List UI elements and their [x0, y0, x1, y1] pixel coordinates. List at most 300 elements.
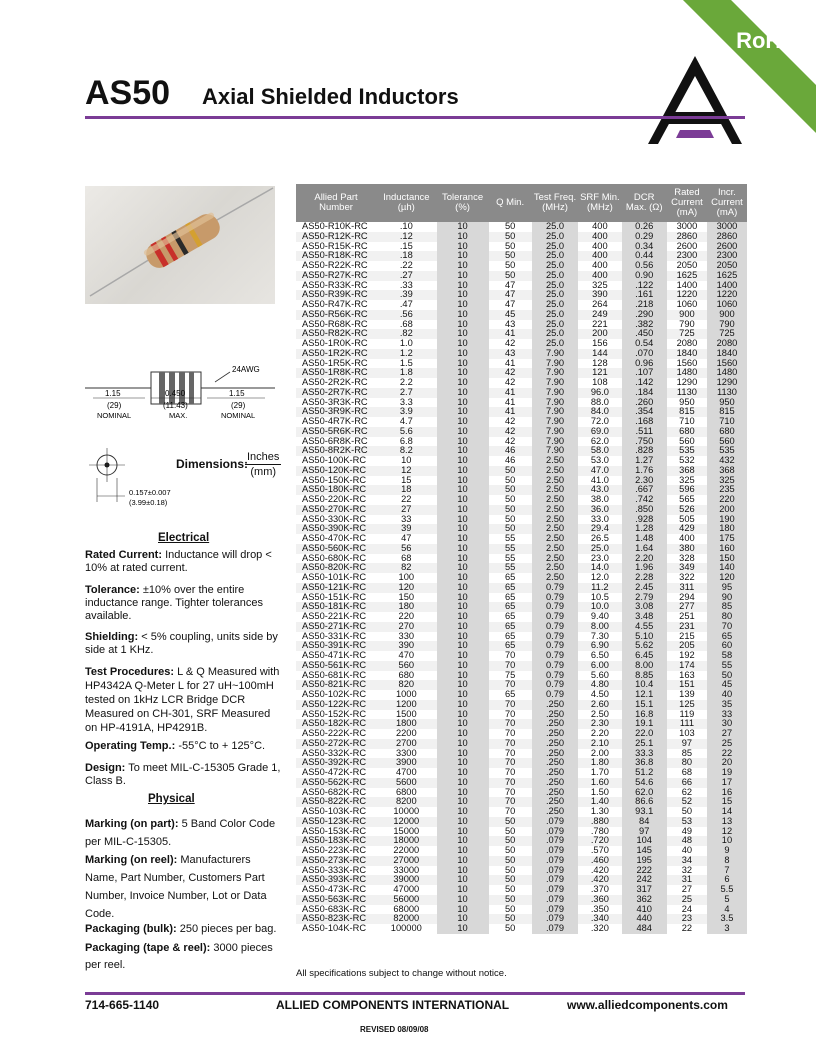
table-cell: 235: [707, 485, 747, 495]
table-cell: 70: [489, 749, 532, 759]
table-cell: 10: [437, 641, 489, 651]
table-cell: .161: [622, 290, 667, 300]
table-cell: 2200: [376, 729, 437, 739]
table-cell: 80: [707, 612, 747, 622]
table-cell: 0.29: [622, 232, 667, 242]
table-cell: 50: [489, 856, 532, 866]
table-cell: 2300: [667, 251, 707, 261]
diameter-value: 0.157±0.007: [129, 488, 171, 497]
table-cell: 42: [489, 417, 532, 427]
table-cell: 7.90: [532, 349, 579, 359]
part-number-cell: AS50-3R3K-RC: [296, 398, 376, 408]
table-cell: 1.40: [578, 797, 621, 807]
table-cell: 50: [489, 914, 532, 924]
table-cell: 15: [707, 797, 747, 807]
table-cell: 10: [437, 251, 489, 261]
table-cell: 16: [707, 788, 747, 798]
table-cell: 85: [707, 602, 747, 612]
table-cell: 526: [667, 505, 707, 515]
table-cell: 6.90: [578, 641, 621, 651]
table-cell: 2.50: [532, 495, 579, 505]
footer-company: ALLIED COMPONENTS INTERNATIONAL: [276, 998, 510, 1012]
part-number-cell: AS50-4R7K-RC: [296, 417, 376, 427]
table-cell: 39: [376, 524, 437, 534]
part-number-cell: AS50-820K-RC: [296, 563, 376, 573]
table-cell: 560: [376, 661, 437, 671]
part-number-cell: AS50-1R5K-RC: [296, 359, 376, 369]
body-length-note: MAX.: [169, 411, 188, 420]
table-cell: 330: [376, 632, 437, 642]
table-cell: 43: [489, 320, 532, 330]
part-number-cell: AS50-R47K-RC: [296, 300, 376, 310]
spec-test-procedures: Test Procedures: L & Q Measured with HP4342A Q-Meter L for 27 uH~100mH tested on 1kHz LCR Bridge DCR Measured on CH-301, SRF Measured on HP-4191A, HP4291B.: [85, 666, 280, 734]
column-header: Test Freq. (MHz): [532, 184, 579, 222]
table-cell: 251: [667, 612, 707, 622]
part-number-cell: AS50-R10K-RC: [296, 222, 376, 232]
table-cell: 2300: [707, 251, 747, 261]
part-number-cell: AS50-562K-RC: [296, 778, 376, 788]
table-cell: 2.7: [376, 388, 437, 398]
table-cell: 12.1: [622, 690, 667, 700]
table-cell: 12: [376, 466, 437, 476]
table-cell: 49: [667, 827, 707, 837]
table-cell: 62.0: [578, 437, 621, 447]
table-cell: .122: [622, 281, 667, 291]
table-cell: 1840: [667, 349, 707, 359]
table-cell: 50: [489, 242, 532, 252]
table-cell: 11.2: [578, 583, 621, 593]
table-cell: 325: [667, 476, 707, 486]
table-cell: 160: [707, 544, 747, 554]
table-cell: 5.5: [707, 885, 747, 895]
table-cell: 70: [489, 710, 532, 720]
table-cell: 50: [489, 895, 532, 905]
table-cell: .18: [376, 251, 437, 261]
table-cell: 2.50: [532, 515, 579, 525]
table-cell: 1400: [667, 281, 707, 291]
table-cell: 2600: [707, 242, 747, 252]
table-cell: 249: [578, 310, 621, 320]
table-cell: .079: [532, 827, 579, 837]
column-header: Tolerance (%): [437, 184, 489, 222]
part-number-cell: AS50-122K-RC: [296, 700, 376, 710]
table-cell: 10: [437, 485, 489, 495]
table-cell: 121: [578, 368, 621, 378]
table-cell: 0.79: [532, 661, 579, 671]
left-lead-note: NOMINAL: [97, 411, 132, 420]
table-cell: 10: [437, 797, 489, 807]
part-number-cell: AS50-272K-RC: [296, 739, 376, 749]
table-cell: 174: [667, 661, 707, 671]
table-cell: 1.8: [376, 368, 437, 378]
table-cell: 2860: [707, 232, 747, 242]
footer-divider: [85, 992, 745, 995]
table-cell: 42: [489, 427, 532, 437]
table-cell: 50: [489, 271, 532, 281]
table-cell: 65: [489, 632, 532, 642]
table-cell: 10: [437, 554, 489, 564]
spec-marking-part: Marking (on part): 5 Band Color Code per MIL-C-15305.: [85, 818, 276, 848]
part-number-cell: AS50-222K-RC: [296, 729, 376, 739]
table-cell: .250: [532, 788, 579, 798]
table-cell: 10: [437, 914, 489, 924]
column-header: Allied Part Number: [296, 184, 376, 222]
table-cell: 80: [667, 758, 707, 768]
part-number-cell: AS50-1R8K-RC: [296, 368, 376, 378]
table-cell: 22000: [376, 846, 437, 856]
table-cell: 50: [489, 466, 532, 476]
table-cell: 103: [667, 729, 707, 739]
table-cell: 41: [489, 407, 532, 417]
table-cell: 1800: [376, 719, 437, 729]
table-cell: 18: [376, 485, 437, 495]
table-cell: 180: [376, 602, 437, 612]
table-cell: 70: [489, 739, 532, 749]
table-cell: 200: [578, 329, 621, 339]
table-cell: 25.0: [578, 544, 621, 554]
table-cell: 10: [437, 671, 489, 681]
table-cell: 1500: [376, 710, 437, 720]
table-cell: 2.30: [622, 476, 667, 486]
table-cell: 33: [707, 710, 747, 720]
table-cell: 55: [707, 661, 747, 671]
table-cell: 50: [489, 885, 532, 895]
table-cell: 1.96: [622, 563, 667, 573]
table-cell: 1625: [667, 271, 707, 281]
table-cell: .250: [532, 700, 579, 710]
table-cell: 390: [578, 290, 621, 300]
table-cell: 65: [489, 573, 532, 583]
footer-website[interactable]: www.alliedcomponents.com: [567, 998, 728, 1012]
table-cell: 7.90: [532, 378, 579, 388]
table-cell: 0.79: [532, 632, 579, 642]
table-cell: 52: [667, 797, 707, 807]
table-cell: 16.8: [622, 710, 667, 720]
table-cell: 26.5: [578, 534, 621, 544]
table-cell: 42: [489, 368, 532, 378]
table-cell: 277: [667, 602, 707, 612]
table-cell: 50: [489, 261, 532, 271]
table-cell: 10: [437, 651, 489, 661]
table-cell: 560: [707, 437, 747, 447]
table-cell: 145: [622, 846, 667, 856]
table-cell: 65: [489, 593, 532, 603]
table-cell: 150: [707, 554, 747, 564]
table-cell: 47: [489, 290, 532, 300]
table-cell: 10: [437, 661, 489, 671]
table-cell: .142: [622, 378, 667, 388]
table-cell: 710: [667, 417, 707, 427]
part-number-cell: AS50-181K-RC: [296, 602, 376, 612]
table-cell: 10: [437, 729, 489, 739]
table-cell: .420: [578, 875, 621, 885]
part-number-cell: AS50-223K-RC: [296, 846, 376, 856]
table-cell: 6.45: [622, 651, 667, 661]
part-number-cell: AS50-121K-RC: [296, 583, 376, 593]
table-cell: 10: [437, 271, 489, 281]
part-number-cell: AS50-330K-RC: [296, 515, 376, 525]
table-cell: 33.0: [578, 515, 621, 525]
table-cell: 0.79: [532, 612, 579, 622]
part-number-cell: AS50-2R2K-RC: [296, 378, 376, 388]
table-cell: 40: [707, 690, 747, 700]
table-cell: .250: [532, 758, 579, 768]
table-cell: 2.50: [532, 476, 579, 486]
table-cell: 1480: [707, 368, 747, 378]
table-cell: .107: [622, 368, 667, 378]
table-cell: 596: [667, 485, 707, 495]
table-cell: 27: [707, 729, 747, 739]
table-cell: 25: [707, 739, 747, 749]
table-cell: 39000: [376, 875, 437, 885]
table-cell: 1.80: [578, 758, 621, 768]
table-cell: 70: [489, 651, 532, 661]
column-header: DCR Max. (Ω): [622, 184, 667, 222]
table-cell: 3900: [376, 758, 437, 768]
table-cell: 2.50: [532, 573, 579, 583]
table-cell: .079: [532, 914, 579, 924]
table-cell: 5: [707, 895, 747, 905]
part-number-cell: AS50-473K-RC: [296, 885, 376, 895]
table-cell: 242: [622, 875, 667, 885]
table-cell: 680: [707, 427, 747, 437]
spec-operating-temp: Operating Temp.: -55°C to + 125°C.: [85, 740, 266, 752]
table-cell: 95: [707, 583, 747, 593]
table-cell: 222: [622, 866, 667, 876]
table-cell: 362: [622, 895, 667, 905]
table-cell: 27: [376, 505, 437, 515]
company-logo: [640, 52, 750, 144]
table-cell: 10.4: [622, 680, 667, 690]
table-cell: 10: [437, 710, 489, 720]
table-cell: 10: [437, 476, 489, 486]
table-cell: 33000: [376, 866, 437, 876]
table-cell: 50: [707, 671, 747, 681]
table-header-row: [296, 184, 747, 222]
table-cell: 86.6: [622, 797, 667, 807]
table-cell: 3000: [667, 222, 707, 232]
table-cell: 35: [707, 700, 747, 710]
table-cell: 50: [489, 495, 532, 505]
table-cell: 13: [707, 817, 747, 827]
table-cell: 65: [489, 602, 532, 612]
table-cell: 2.50: [532, 485, 579, 495]
table-cell: .290: [622, 310, 667, 320]
table-cell: 50: [489, 222, 532, 232]
table-cell: 50: [489, 524, 532, 534]
table-cell: 2.28: [622, 573, 667, 583]
table-cell: 10: [437, 232, 489, 242]
table-cell: 50: [489, 875, 532, 885]
table-cell: 1.60: [578, 778, 621, 788]
table-cell: .742: [622, 495, 667, 505]
header-divider: [85, 116, 745, 119]
table-cell: 90: [707, 593, 747, 603]
table-cell: 2.50: [532, 456, 579, 466]
table-cell: .350: [578, 905, 621, 915]
table-cell: 60: [707, 641, 747, 651]
spec-shielding: Shielding: < 5% coupling, units side by side at 1 KHz.: [85, 631, 278, 656]
table-cell: 68: [376, 554, 437, 564]
table-cell: 1000: [376, 690, 437, 700]
table-cell: 680: [376, 671, 437, 681]
table-cell: .68: [376, 320, 437, 330]
table-cell: 1840: [707, 349, 747, 359]
table-cell: .27: [376, 271, 437, 281]
table-cell: 33.3: [622, 749, 667, 759]
table-cell: .079: [532, 885, 579, 895]
part-number-cell: AS50-R15K-RC: [296, 242, 376, 252]
part-number-cell: AS50-271K-RC: [296, 622, 376, 632]
table-cell: 68: [667, 768, 707, 778]
table-cell: 200: [707, 505, 747, 515]
table-cell: 25.0: [532, 329, 579, 339]
table-cell: 47.0: [578, 466, 621, 476]
table-cell: 119: [667, 710, 707, 720]
table-cell: 0.79: [532, 651, 579, 661]
table-cell: 58: [707, 651, 747, 661]
table-cell: .250: [532, 739, 579, 749]
table-cell: 2600: [667, 242, 707, 252]
table-cell: 680: [667, 427, 707, 437]
table-cell: 1560: [707, 359, 747, 369]
table-cell: .250: [532, 807, 579, 817]
table-cell: 50: [667, 807, 707, 817]
table-cell: 22.0: [622, 729, 667, 739]
part-number-cell: AS50-2R7K-RC: [296, 388, 376, 398]
table-cell: 8.2: [376, 446, 437, 456]
table-cell: 1480: [667, 368, 707, 378]
right-lead-note: NOMINAL: [221, 411, 256, 420]
table-cell: 10: [437, 680, 489, 690]
table-cell: .56: [376, 310, 437, 320]
table-cell: 82000: [376, 914, 437, 924]
table-cell: 10: [437, 281, 489, 291]
table-cell: 815: [667, 407, 707, 417]
table-cell: 6.50: [578, 651, 621, 661]
table-cell: .250: [532, 749, 579, 759]
table-cell: 10: [437, 749, 489, 759]
part-number-cell: AS50-R39K-RC: [296, 290, 376, 300]
table-cell: 0.54: [622, 339, 667, 349]
spec-marking-reel: Marking (on reel): Manufacturers Name, Part Number, Customers Part Number, Invoice Number, Lot or Data Code.: [85, 854, 267, 920]
table-cell: .250: [532, 797, 579, 807]
table-cell: 65: [489, 583, 532, 593]
part-number-cell: AS50-152K-RC: [296, 710, 376, 720]
column-header: Inductance (µh): [376, 184, 437, 222]
table-cell: 19: [707, 768, 747, 778]
table-cell: 900: [667, 310, 707, 320]
table-cell: 10: [437, 368, 489, 378]
table-cell: 51.2: [622, 768, 667, 778]
rohs-label: RoHS: [736, 28, 796, 53]
table-cell: 33: [376, 515, 437, 525]
table-cell: 50: [489, 485, 532, 495]
right-lead-length: 1.15: [229, 389, 245, 398]
table-cell: 1.27: [622, 456, 667, 466]
body-length-mm: (11.43): [163, 401, 188, 410]
table-cell: 400: [578, 232, 621, 242]
table-cell: 10: [437, 895, 489, 905]
table-cell: 10: [437, 320, 489, 330]
spec-rated-current: Rated Current: Inductance will drop < 10% at rated current.: [85, 549, 272, 574]
table-cell: 12: [707, 827, 747, 837]
table-cell: .420: [578, 866, 621, 876]
table-cell: 0.79: [532, 593, 579, 603]
table-cell: 10: [437, 817, 489, 827]
table-cell: 7.30: [578, 632, 621, 642]
table-cell: 8.00: [578, 622, 621, 632]
table-cell: 1290: [667, 378, 707, 388]
part-number-cell: AS50-680K-RC: [296, 554, 376, 564]
table-cell: 10: [437, 905, 489, 915]
table-cell: 27: [667, 885, 707, 895]
table-cell: 50: [489, 232, 532, 242]
table-cell: 45: [489, 310, 532, 320]
table-cell: 10: [437, 632, 489, 642]
table-cell: 151: [667, 680, 707, 690]
wire-gauge-label: 24AWG: [232, 365, 260, 374]
table-cell: 725: [707, 329, 747, 339]
units-legend: [245, 450, 281, 479]
part-number-cell: AS50-6R8K-RC: [296, 437, 376, 447]
table-cell: 2.50: [532, 534, 579, 544]
part-number-cell: AS50-472K-RC: [296, 768, 376, 778]
table-cell: 3300: [376, 749, 437, 759]
table-cell: .880: [578, 817, 621, 827]
table-cell: 10: [437, 407, 489, 417]
table-cell: 4700: [376, 768, 437, 778]
table-cell: 150: [376, 593, 437, 603]
table-cell: 10: [437, 339, 489, 349]
table-cell: 65: [489, 641, 532, 651]
table-cell: .828: [622, 446, 667, 456]
table-cell: 10: [437, 593, 489, 603]
table-cell: 1625: [707, 271, 747, 281]
table-cell: 2.50: [532, 466, 579, 476]
table-cell: 790: [707, 320, 747, 330]
table-cell: 10: [437, 778, 489, 788]
table-cell: 46: [489, 456, 532, 466]
table-cell: 900: [707, 310, 747, 320]
table-cell: 311: [667, 583, 707, 593]
table-cell: 270: [376, 622, 437, 632]
table-cell: 3.08: [622, 602, 667, 612]
table-cell: 70: [489, 758, 532, 768]
table-cell: 7.90: [532, 437, 579, 447]
table-cell: 25: [667, 895, 707, 905]
table-cell: 10: [437, 827, 489, 837]
table-cell: 50: [489, 866, 532, 876]
table-cell: 400: [578, 271, 621, 281]
table-cell: 0.79: [532, 680, 579, 690]
unit-inches: Inches: [247, 451, 280, 463]
electrical-heading: Electrical: [158, 532, 210, 544]
table-cell: 50: [489, 251, 532, 261]
table-cell: .22: [376, 261, 437, 271]
table-cell: 24: [667, 905, 707, 915]
table-cell: 2.50: [532, 554, 579, 564]
table-cell: 75: [489, 671, 532, 681]
table-cell: 1560: [667, 359, 707, 369]
table-cell: 7.90: [532, 359, 579, 369]
column-header: SRF Min. (MHz): [578, 184, 621, 222]
table-cell: 50: [489, 924, 532, 934]
table-cell: 1.2: [376, 349, 437, 359]
table-cell: 10: [437, 846, 489, 856]
table-cell: 42: [489, 378, 532, 388]
table-cell: 10: [437, 310, 489, 320]
